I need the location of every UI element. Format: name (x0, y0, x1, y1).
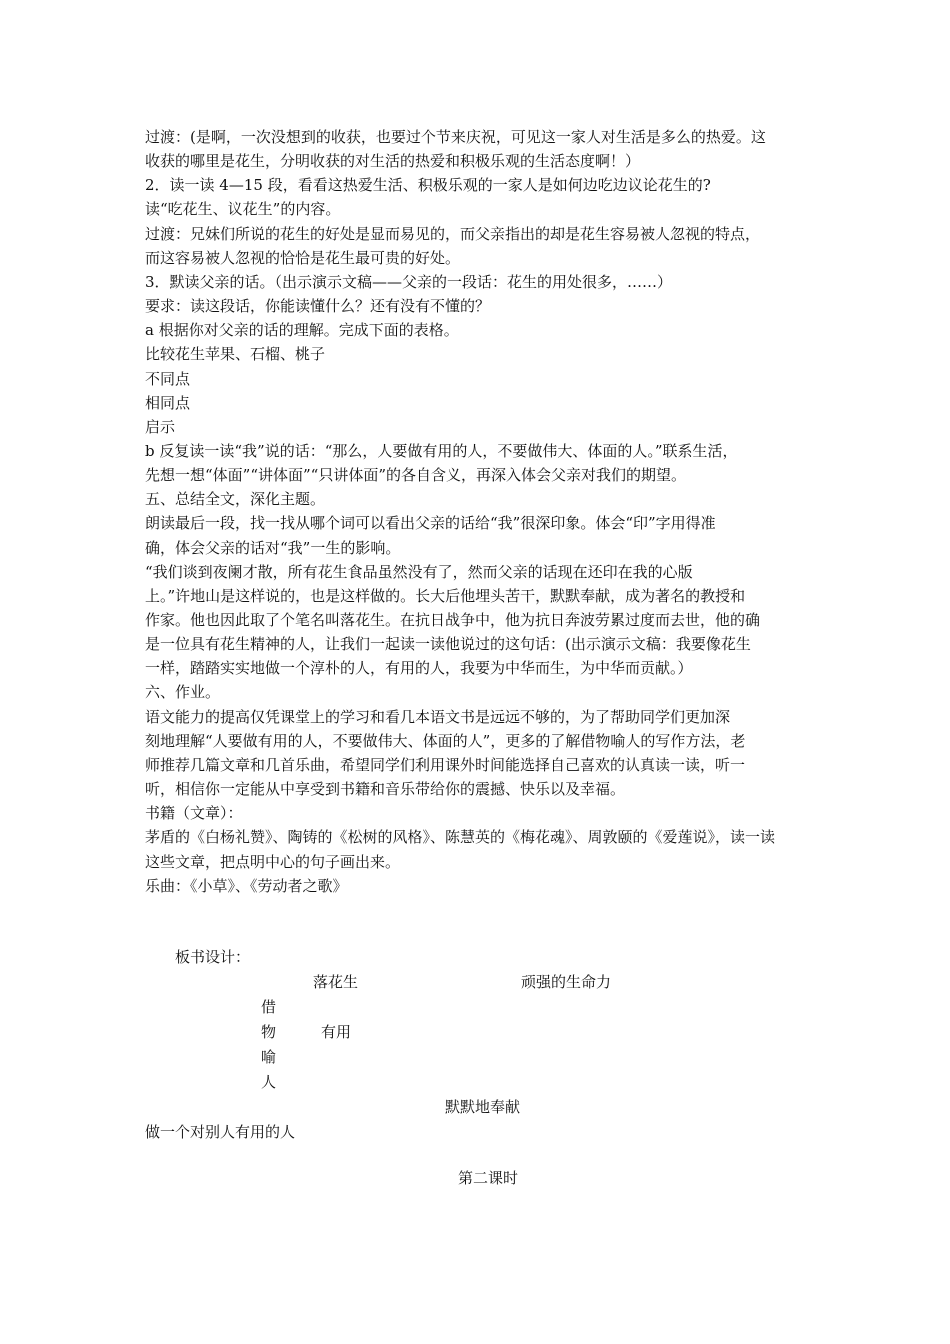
board-title: 落花生 (313, 973, 359, 991)
text-line: 3．默读父亲的话。（出示演示文稿——父亲的一段话：花生的用处很多，……） (145, 272, 673, 291)
text-line: 过渡：兄妹们所说的花生的好处是显而易见的，而父亲指出的却是花生容易被人忽视的特点， (145, 224, 761, 243)
text-line: 朗读最后一段，找一找从哪个词可以看出父亲的话给“我”很深印象。体会“印”字用得准 (145, 514, 716, 533)
text-line: 书籍（文章）： (145, 804, 243, 823)
text-line: b 反复读一读“我”说的话：“那么，人要做有用的人，不要做伟大、体面的人。”联系生活， (145, 441, 738, 460)
board-bottom-left: 做一个对别人有用的人 (145, 1123, 296, 1141)
text-line: 不同点 (145, 369, 191, 388)
text-line: 语文能力的提高仅凭课堂上的学习和看几本语文书是远远不够的，为了帮助同学们更加深 (145, 707, 731, 726)
board-vertical-char: 借 (261, 998, 277, 1016)
board-design-heading: 板书设计： (175, 948, 251, 966)
text-line: a 根据你对父亲的话的理解。完成下面的表格。 (145, 321, 459, 340)
text-line: 乐曲：《小草》、《劳动者之歌》 (145, 876, 348, 895)
board-vertical-char: 物 (261, 1023, 277, 1041)
board-vertical-char: 喻 (261, 1048, 277, 1066)
text-line: 相同点 (145, 393, 191, 412)
text-line: 上。”许地山是这样说的，也是这样做的。长大后他埋头苦干，默默奉献，成为著名的教授和 (145, 586, 746, 605)
text-line: 启示 (145, 417, 176, 436)
text-line: 五、总结全文，深化主题。 (145, 490, 326, 509)
text-line: 刻地理解“人要做有用的人，不要做伟大、体面的人”，更多的了解借物喻人的写作方法，老 (145, 731, 746, 750)
board-useful-label: 有用 (321, 1023, 352, 1041)
text-line: 师推荐几篇文章和几首乐曲，希望同学们利用课外时间能选择自己喜欢的认真读一读，听一 (145, 755, 746, 774)
text-line: 茅盾的《白杨礼赞》、陶铸的《松树的风格》、陈慧英的《梅花魂》、周敦颐的《爱莲说》，读一读 (145, 828, 776, 847)
text-line: 2．读一读 4—15 段，看看这热爱生活、积极乐观的一家人是如何边吃边议论花生的? (145, 176, 711, 195)
text-line: 这些文章，把点明中心的句子画出来。 (145, 852, 401, 871)
text-line: 一样，踏踏实实地做一个淳朴的人，有用的人，我要为中华而生，为中华而贡献。） (145, 659, 693, 678)
text-line: 而这容易被人忽视的恰恰是花生最可贵的好处。 (145, 248, 461, 267)
text-line: 收获的哪里是花生，分明收获的对生活的热爱和积极乐观的生活态度啊！） (145, 152, 641, 171)
text-line: 确，体会父亲的话对“我”一生的影响。 (145, 538, 401, 557)
board-vertical-char: 人 (261, 1073, 277, 1091)
section-footer: 第二课时 (458, 1169, 519, 1187)
text-line: 要求：读这段话，你能读懂什么？还有没有不懂的？ (145, 297, 491, 315)
text-line: 作家。他也因此取了个笔名叫落花生。在抗日战争中，他为抗日奔波劳累过度而去世，他的确 (145, 611, 761, 629)
text-line: 读“吃花生、议花生”的内容。 (145, 200, 341, 219)
text-line: 是一位具有花生精神的人，让我们一起读一读他说过的这句话：(出示演示文稿：我要像花生 (145, 635, 751, 654)
text-line: 比较花生苹果、石榴、桃子 (145, 345, 326, 364)
text-line: “我们谈到夜阑才散，所有花生食品虽然没有了，然而父亲的话现在还印在我的心版 (145, 562, 693, 581)
board-bottom-center: 默默地奉献 (445, 1098, 521, 1116)
text-line: 听，相信你一定能从中享受到书籍和音乐带给你的震撼、快乐以及幸福。 (145, 780, 626, 798)
text-line: 过渡：(是啊，一次没想到的收获，也要过个节来庆祝，可见这一家人对生活是多么的热爱。这 (145, 128, 766, 146)
text-line: 先想一想“体面”“讲体面”“只讲体面”的各自含义，再深入体会父亲对我们的期望。 (145, 466, 687, 485)
text-line: 六、作业。 (145, 683, 221, 702)
board-right-label: 顽强的生命力 (521, 973, 612, 991)
